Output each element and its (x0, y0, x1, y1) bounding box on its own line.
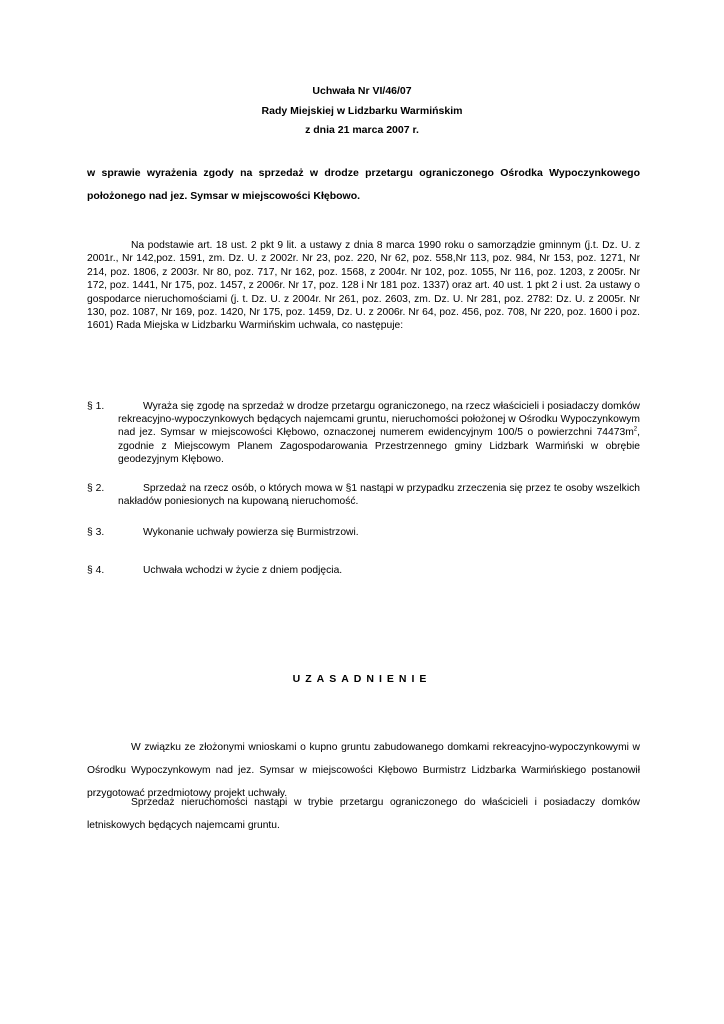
legal-basis: Na podstawie art. 18 ust. 2 pkt 9 lit. a ustawy z dnia 8 marca 1990 roku o samorządzie gminnym (j.t. Dz. U. z 2001r., Nr 142,poz. 1591, zm. Dz. U. z 2002r. Nr 23, poz. 220, Nr 62, poz. 558,Nr 113, poz. 984, Nr 153, poz. 1271, Nr 214, poz. 1806, z 2003r. Nr 80, poz. 717, Nr 162, poz. 1568, z 2004r. Nr 102, poz. 1055, Nr 116, poz. 1203, z 2005r. Nr 172, poz. 1441, Nr 175, poz. 1457, z 2006r. Nr 17, poz. 128 i Nr 181 poz. 1337) oraz art. 40 ust. 1 pkt 2 i ust. 2a ustawy o gospodarce nieruchomościami (j. t. Dz. U. z 2004r. Nr 261, poz. 2603, zm. Dz. U. Nr 281, poz. 2782: Dz. U. z 2005r. Nr 130, poz. 1087, Nr 169, poz. 1420, Nr 175, poz. 1459, Dz. U. z 2006r. Nr 64, poz. 456, poz. 708, Nr 220, poz. 1600 i poz. 1601) Rada Miejska w Lidzbarku Warmińskim uchwala, co następuje: (87, 240, 640, 332)
resolution-date: z dnia 21 marca 2007 r. (305, 124, 419, 136)
paragraph-1-label: § 1. (87, 401, 105, 412)
justification-paragraph-2: Sprzedaż nieruchomości nastąpi w trybie przetargu ograniczonego do właścicieli i posiadaczy domków letniskowych będących najemcami gruntu. (87, 797, 640, 831)
paragraph-3-text-main: Wykonanie uchwały powierza się Burmistrzowi. (143, 527, 359, 538)
paragraph-1-text-end: , zgodnie z Miejscowym Planem Zagospodarowania Przestrzennego gminy Lidzbark Warmiński w obrębie geodezyjnym Kłębowo. (118, 427, 640, 465)
paragraph-4-text-main: Uchwała wchodzi w życie z dniem podjęcia. (143, 565, 343, 576)
paragraph-3 (87, 526, 640, 539)
resolution-subject: w sprawie wyrażenia zgody na sprzedaż w drodze przetargu ograniczonego Ośrodka Wypoczynkowego położonego nad jez. Symsar w miejscowości Kłębowo. (87, 167, 640, 202)
paragraph-1-text (87, 400, 640, 466)
paragraph-1 (87, 400, 640, 466)
resolution-issuer: Rady Miejskiej w Lidzbarku Warmińskim (261, 105, 463, 117)
paragraph-2-text-main: Sprzedaż na rzecz osób, o których mowa w §1 nastąpi w przypadku zrzeczenia się przez te osoby wszelkich nakładów poniesionych na kupowaną nieruchomość. (118, 483, 640, 508)
paragraph-2 (87, 482, 640, 508)
paragraph-4 (87, 564, 640, 577)
area-unit-superscript: 2 (633, 426, 638, 433)
paragraph-2-label: § 2. (87, 483, 105, 494)
paragraph-3-label: § 3. (87, 527, 105, 538)
paragraph-3-text (87, 526, 640, 539)
paragraph-4-text (87, 564, 640, 577)
resolution-title: Uchwała Nr VI/46/07 (312, 85, 412, 97)
paragraph-4-label: § 4. (87, 565, 105, 576)
paragraph-1-text-main: Wyraża się zgodę na sprzedaż w drodze przetargu ograniczonego, na rzecz właścicieli i posiadaczy domków rekreacyjno-wypoczynkowych będących najemcami gruntu, nieruchomości położonej w Ośrodku Wypoczynkowym nad jez. Symsar w miejscowości Kłębowo, oznaczonej numerem ewidencyjnym 100/5 o powierzchni 74473m (118, 401, 640, 439)
paragraph-2-text (87, 482, 640, 508)
justification-paragraph-1: W związku ze złożonymi wnioskami o kupno gruntu zabudowanego domkami rekreacyjno-wypoczynkowymi w Ośrodku Wypoczynkowym nad jez. Symsar w miejscowości Kłębowo Burmistrz Lidzbarka Warmińskiego postanowił przygotować przedmiotowy projekt uchwały. (87, 742, 640, 799)
justification-title: UZASADNIENIE (292, 673, 432, 685)
